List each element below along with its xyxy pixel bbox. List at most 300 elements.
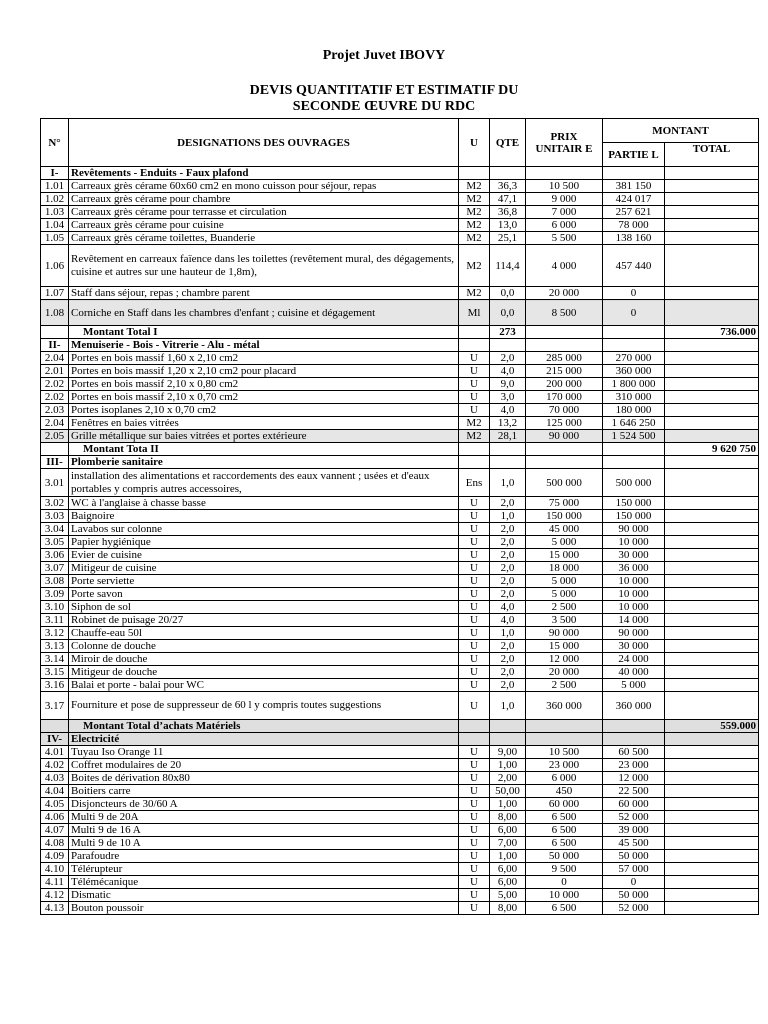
item-designation: Parafoudre (69, 850, 459, 863)
section-row (41, 167, 759, 180)
item-quantity: 47,1 (490, 193, 526, 206)
item-quantity: 0,0 (490, 287, 526, 300)
item-unit-price: 170 000 (526, 391, 603, 404)
table-row (41, 404, 759, 417)
table-row (41, 824, 759, 837)
item-designation: Télémécanique (69, 876, 459, 889)
total-row (41, 326, 759, 339)
table-row (41, 759, 759, 772)
item-partial-amount: 0 (603, 287, 665, 300)
item-unit: M2 (459, 193, 490, 206)
item-total-amount (665, 417, 759, 430)
item-quantity: 2,0 (490, 536, 526, 549)
item-partial-amount (603, 720, 665, 733)
item-partial-amount: 78 000 (603, 219, 665, 232)
section-number: II- (41, 339, 69, 352)
item-unit-price: 200 000 (526, 378, 603, 391)
item-designation: Porte savon (69, 588, 459, 601)
item-number: 4.12 (41, 889, 69, 902)
item-unit: U (459, 902, 490, 915)
item-total-amount (665, 219, 759, 232)
item-unit-price: 75 000 (526, 497, 603, 510)
item-quantity: 1,0 (490, 510, 526, 523)
item-partial-amount: 52 000 (603, 902, 665, 915)
item-number: 2.01 (41, 365, 69, 378)
item-number (41, 326, 69, 339)
table-row (41, 232, 759, 245)
item-total-amount (665, 627, 759, 640)
item-number: 2.02 (41, 391, 69, 404)
item-quantity: 6,00 (490, 876, 526, 889)
item-quantity: 50,00 (490, 785, 526, 798)
section-title: Menuiserie - Bois - Vitrerie - Alu - métal (69, 339, 459, 352)
estimate-table (40, 118, 759, 915)
item-partial-amount (603, 443, 665, 456)
item-number: 3.17 (41, 692, 69, 720)
item-designation: Coffret modulaires de 20 (69, 759, 459, 772)
item-number: 1.03 (41, 206, 69, 219)
item-quantity: 1,0 (490, 469, 526, 497)
item-partial-amount: 14 000 (603, 614, 665, 627)
item-partial-amount: 30 000 (603, 549, 665, 562)
item-quantity: 13,0 (490, 219, 526, 232)
item-unit-price: 450 (526, 785, 603, 798)
item-number: 3.14 (41, 653, 69, 666)
table-row (41, 378, 759, 391)
item-designation: Corniche en Staff dans les chambres d'enfant ; cuisine et dégagement (69, 300, 459, 326)
item-unit: U (459, 759, 490, 772)
table-row (41, 365, 759, 378)
item-number: 4.06 (41, 811, 69, 824)
item-unit: U (459, 588, 490, 601)
item-partial-amount: 381 150 (603, 180, 665, 193)
col-header-amount: MONTANT (603, 119, 759, 143)
item-designation: Fourniture et pose de suppresseur de 60 l y compris toutes suggestions (69, 692, 459, 720)
table-row (41, 889, 759, 902)
item-total-amount (665, 180, 759, 193)
total-row (41, 720, 759, 733)
table-row (41, 902, 759, 915)
item-quantity: 36,8 (490, 206, 526, 219)
item-partial-amount: 0 (603, 876, 665, 889)
item-designation: WC à l'anglaise à chasse basse (69, 497, 459, 510)
item-designation: Grille métallique sur baies vitrées et portes extérieure (69, 430, 459, 443)
item-quantity: 1,0 (490, 692, 526, 720)
table-row (41, 601, 759, 614)
item-partial-amount: 0 (603, 300, 665, 326)
item-partial-amount: 90 000 (603, 627, 665, 640)
item-partial-amount: 5 000 (603, 679, 665, 692)
table-row (41, 497, 759, 510)
item-number: 4.02 (41, 759, 69, 772)
section-row (41, 339, 759, 352)
item-number: 3.03 (41, 510, 69, 523)
item-partial-amount: 457 440 (603, 245, 665, 287)
item-total-amount (665, 889, 759, 902)
item-total-amount (665, 287, 759, 300)
item-quantity: 2,0 (490, 640, 526, 653)
item-number (41, 720, 69, 733)
item-unit: U (459, 575, 490, 588)
table-row (41, 469, 759, 497)
item-number: 2.05 (41, 430, 69, 443)
item-total-amount (665, 759, 759, 772)
item-designation: Portes en bois massif 2,10 x 0,80 cm2 (69, 378, 459, 391)
table-row (41, 193, 759, 206)
table-row (41, 588, 759, 601)
item-number: 4.10 (41, 863, 69, 876)
item-partial-amount: 24 000 (603, 653, 665, 666)
table-body (41, 167, 759, 915)
item-designation: Bouton poussoir (69, 902, 459, 915)
item-number: 2.03 (41, 404, 69, 417)
item-unit: M2 (459, 287, 490, 300)
item-unit: U (459, 811, 490, 824)
item-designation: Dismatic (69, 889, 459, 902)
item-unit: M2 (459, 430, 490, 443)
item-number: 4.01 (41, 746, 69, 759)
item-unit-price: 15 000 (526, 640, 603, 653)
item-quantity: 2,0 (490, 562, 526, 575)
item-unit-price: 5 000 (526, 588, 603, 601)
section-title: Plomberie sanitaire (69, 456, 459, 469)
item-unit: Ml (459, 300, 490, 326)
item-partial-amount: 360 000 (603, 365, 665, 378)
item-designation: Robinet de puisage 20/27 (69, 614, 459, 627)
col-header-number: N° (41, 119, 69, 167)
table-row (41, 549, 759, 562)
item-quantity: 9,0 (490, 378, 526, 391)
item-quantity: 8,00 (490, 902, 526, 915)
section-title: Electricité (69, 733, 459, 746)
item-quantity: 2,0 (490, 653, 526, 666)
item-total-amount (665, 575, 759, 588)
table-row (41, 679, 759, 692)
item-partial-amount: 12 000 (603, 772, 665, 785)
item-unit-price: 9 000 (526, 193, 603, 206)
item-number: 2.04 (41, 352, 69, 365)
col-header-total: TOTAL (665, 143, 759, 167)
item-quantity: 1,00 (490, 850, 526, 863)
item-total-amount (665, 300, 759, 326)
item-total-amount (665, 549, 759, 562)
item-partial-amount: 50 000 (603, 850, 665, 863)
item-unit-price: 150 000 (526, 510, 603, 523)
item-total-amount (665, 798, 759, 811)
item-total-amount (665, 391, 759, 404)
item-total-amount (665, 523, 759, 536)
item-unit-price: 0 (526, 876, 603, 889)
item-partial-amount: 1 524 500 (603, 430, 665, 443)
item-partial-amount: 500 000 (603, 469, 665, 497)
item-quantity: 28,1 (490, 430, 526, 443)
item-unit: U (459, 692, 490, 720)
item-partial-amount: 1 800 000 (603, 378, 665, 391)
item-unit: U (459, 352, 490, 365)
item-number: 4.04 (41, 785, 69, 798)
table-row (41, 417, 759, 430)
item-unit-price: 50 000 (526, 850, 603, 863)
item-designation: Mitigeur de cuisine (69, 562, 459, 575)
item-unit-price: 60 000 (526, 798, 603, 811)
item-designation: Papier hygiénique (69, 536, 459, 549)
item-total-amount (665, 404, 759, 417)
table-row (41, 627, 759, 640)
item-unit-price: 6 500 (526, 902, 603, 915)
item-unit-price: 2 500 (526, 679, 603, 692)
item-designation: Montant Total I (69, 326, 459, 339)
item-unit: U (459, 549, 490, 562)
item-number: 4.05 (41, 798, 69, 811)
item-total-amount (665, 601, 759, 614)
item-unit: U (459, 365, 490, 378)
table-row (41, 798, 759, 811)
item-number: 3.07 (41, 562, 69, 575)
section-number: III- (41, 456, 69, 469)
item-quantity: 5,00 (490, 889, 526, 902)
item-partial-amount: 23 000 (603, 759, 665, 772)
item-unit-price: 285 000 (526, 352, 603, 365)
table-row (41, 863, 759, 876)
item-unit-price: 5 500 (526, 232, 603, 245)
item-total-amount (665, 772, 759, 785)
item-number: 1.01 (41, 180, 69, 193)
item-total-amount (665, 562, 759, 575)
item-unit-price: 6 500 (526, 824, 603, 837)
item-designation: Multi 9 de 20A (69, 811, 459, 824)
item-number: 2.04 (41, 417, 69, 430)
item-number: 1.08 (41, 300, 69, 326)
table-row (41, 811, 759, 824)
item-number: 3.02 (41, 497, 69, 510)
item-partial-amount: 360 000 (603, 692, 665, 720)
item-number: 1.05 (41, 232, 69, 245)
table-row (41, 391, 759, 404)
item-unit-price: 3 500 (526, 614, 603, 627)
item-unit: U (459, 666, 490, 679)
item-designation: Porte serviette (69, 575, 459, 588)
item-unit-price: 10 000 (526, 889, 603, 902)
item-partial-amount (603, 326, 665, 339)
item-unit-price: 5 000 (526, 575, 603, 588)
item-quantity: 1,00 (490, 759, 526, 772)
item-partial-amount: 39 000 (603, 824, 665, 837)
item-designation: Montant Total d’achats Matériels (69, 720, 459, 733)
item-number: 4.11 (41, 876, 69, 889)
item-quantity: 2,0 (490, 588, 526, 601)
item-quantity: 6,00 (490, 863, 526, 876)
item-partial-amount: 40 000 (603, 666, 665, 679)
item-number: 3.10 (41, 601, 69, 614)
table-row (41, 692, 759, 720)
item-partial-amount: 45 500 (603, 837, 665, 850)
item-partial-amount: 90 000 (603, 523, 665, 536)
item-quantity: 2,0 (490, 497, 526, 510)
item-partial-amount: 10 000 (603, 536, 665, 549)
item-number: 2.02 (41, 378, 69, 391)
col-header-unit-price: PRIX UNITAIR E (526, 119, 603, 167)
table-row (41, 287, 759, 300)
item-unit-price: 125 000 (526, 417, 603, 430)
project-name: Projet Juvet IBOVY (322, 48, 446, 63)
table-row (41, 785, 759, 798)
item-unit: U (459, 497, 490, 510)
item-partial-amount: 10 000 (603, 575, 665, 588)
item-partial-amount: 60 000 (603, 798, 665, 811)
item-unit-price: 6 000 (526, 219, 603, 232)
item-unit: M2 (459, 219, 490, 232)
section-number: IV- (41, 733, 69, 746)
col-header-unit: U (459, 119, 490, 167)
item-unit: U (459, 627, 490, 640)
col-header-partial: PARTIE L (603, 143, 665, 167)
item-unit-price: 215 000 (526, 365, 603, 378)
table-row (41, 352, 759, 365)
item-unit-price (526, 720, 603, 733)
item-number: 3.01 (41, 469, 69, 497)
item-unit-price (526, 326, 603, 339)
item-designation: Revêtement en carreaux faïence dans les toilettes (revêtement mural, des dégagements, cuisine et autres sur une hauteur de 1,8m), (69, 245, 459, 287)
item-unit-price: 500 000 (526, 469, 603, 497)
table-row (41, 180, 759, 193)
item-unit-price: 5 000 (526, 536, 603, 549)
item-partial-amount: 257 621 (603, 206, 665, 219)
item-number: 1.04 (41, 219, 69, 232)
item-total-amount (665, 785, 759, 798)
item-unit: U (459, 746, 490, 759)
item-quantity: 25,1 (490, 232, 526, 245)
item-total-amount (665, 863, 759, 876)
item-number: 3.16 (41, 679, 69, 692)
item-unit-price: 7 000 (526, 206, 603, 219)
item-designation: Portes en bois massif 2,10 x 0,70 cm2 (69, 391, 459, 404)
item-total-amount (665, 469, 759, 497)
item-unit-price: 360 000 (526, 692, 603, 720)
item-quantity: 2,0 (490, 352, 526, 365)
item-partial-amount: 36 000 (603, 562, 665, 575)
item-partial-amount: 22 500 (603, 785, 665, 798)
item-partial-amount: 57 000 (603, 863, 665, 876)
table-row (41, 523, 759, 536)
item-unit-price: 8 500 (526, 300, 603, 326)
item-unit: U (459, 850, 490, 863)
item-quantity: 0,0 (490, 300, 526, 326)
item-unit-price: 45 000 (526, 523, 603, 536)
item-designation: Baignoire (69, 510, 459, 523)
item-total-amount (665, 679, 759, 692)
section-title: Revêtements - Enduits - Faux plafond (69, 167, 459, 180)
item-unit-price: 90 000 (526, 430, 603, 443)
item-total-amount (665, 837, 759, 850)
document-title-line2: SECONDE ŒUVRE DU RDC (292, 99, 476, 114)
item-partial-amount: 150 000 (603, 497, 665, 510)
item-unit: U (459, 889, 490, 902)
item-number: 4.07 (41, 824, 69, 837)
item-quantity (490, 720, 526, 733)
item-designation: Lavabos sur colonne (69, 523, 459, 536)
item-unit (459, 326, 490, 339)
item-quantity: 7,00 (490, 837, 526, 850)
table-row (41, 206, 759, 219)
item-partial-amount: 424 017 (603, 193, 665, 206)
item-number: 3.06 (41, 549, 69, 562)
item-number: 1.07 (41, 287, 69, 300)
item-designation: installation des alimentations et raccordements des eaux vannent ; usées et d'eaux portables y compris autres accessoires, (69, 469, 459, 497)
item-total-amount (665, 640, 759, 653)
item-total-amount (665, 614, 759, 627)
item-unit: U (459, 640, 490, 653)
item-total-amount (665, 497, 759, 510)
item-total-amount (665, 206, 759, 219)
section-row (41, 456, 759, 469)
table-row (41, 837, 759, 850)
item-unit: U (459, 772, 490, 785)
item-designation: Portes en bois massif 1,60 x 2,10 cm2 (69, 352, 459, 365)
item-quantity: 3,0 (490, 391, 526, 404)
section-row (41, 733, 759, 746)
table-row (41, 666, 759, 679)
item-unit: Ens (459, 469, 490, 497)
item-unit: U (459, 679, 490, 692)
table-row (41, 300, 759, 326)
item-designation: Montant Tota II (69, 443, 459, 456)
item-total-amount (665, 824, 759, 837)
item-unit: U (459, 378, 490, 391)
item-total-amount (665, 536, 759, 549)
item-partial-amount: 30 000 (603, 640, 665, 653)
item-quantity: 8,00 (490, 811, 526, 824)
item-partial-amount: 60 500 (603, 746, 665, 759)
table-row (41, 510, 759, 523)
item-partial-amount: 50 000 (603, 889, 665, 902)
table-header-row (41, 119, 759, 143)
item-number: 1.02 (41, 193, 69, 206)
item-designation: Staff dans séjour, repas ; chambre parent (69, 287, 459, 300)
item-unit: U (459, 601, 490, 614)
item-unit (459, 443, 490, 456)
item-unit: U (459, 523, 490, 536)
item-designation: Tuyau Iso Orange 11 (69, 746, 459, 759)
item-quantity: 2,0 (490, 549, 526, 562)
item-designation: Chauffe-eau 50l (69, 627, 459, 640)
item-total-amount (665, 193, 759, 206)
item-designation: Multi 9 de 10 A (69, 837, 459, 850)
table-row (41, 653, 759, 666)
item-unit-price: 10 500 (526, 180, 603, 193)
document-title-line1: DEVIS QUANTITATIF ET ESTIMATIF DU (249, 83, 519, 98)
table-row (41, 746, 759, 759)
item-unit-price: 10 500 (526, 746, 603, 759)
table-row (41, 876, 759, 889)
item-unit: U (459, 404, 490, 417)
item-number: 3.09 (41, 588, 69, 601)
item-quantity: 1,0 (490, 627, 526, 640)
item-total-amount (665, 876, 759, 889)
item-designation: Mitigeur de douche (69, 666, 459, 679)
item-quantity: 2,0 (490, 575, 526, 588)
item-partial-amount: 150 000 (603, 510, 665, 523)
item-designation: Colonne de douche (69, 640, 459, 653)
item-quantity: 36,3 (490, 180, 526, 193)
col-header-designation: DESIGNATIONS DES OUVRAGES (69, 119, 459, 167)
item-total-amount (665, 692, 759, 720)
total-row (41, 443, 759, 456)
item-partial-amount: 138 160 (603, 232, 665, 245)
table-row (41, 536, 759, 549)
item-designation: Balai et porte - balai pour WC (69, 679, 459, 692)
item-total-amount: 736.000 (665, 326, 759, 339)
item-number: 3.08 (41, 575, 69, 588)
